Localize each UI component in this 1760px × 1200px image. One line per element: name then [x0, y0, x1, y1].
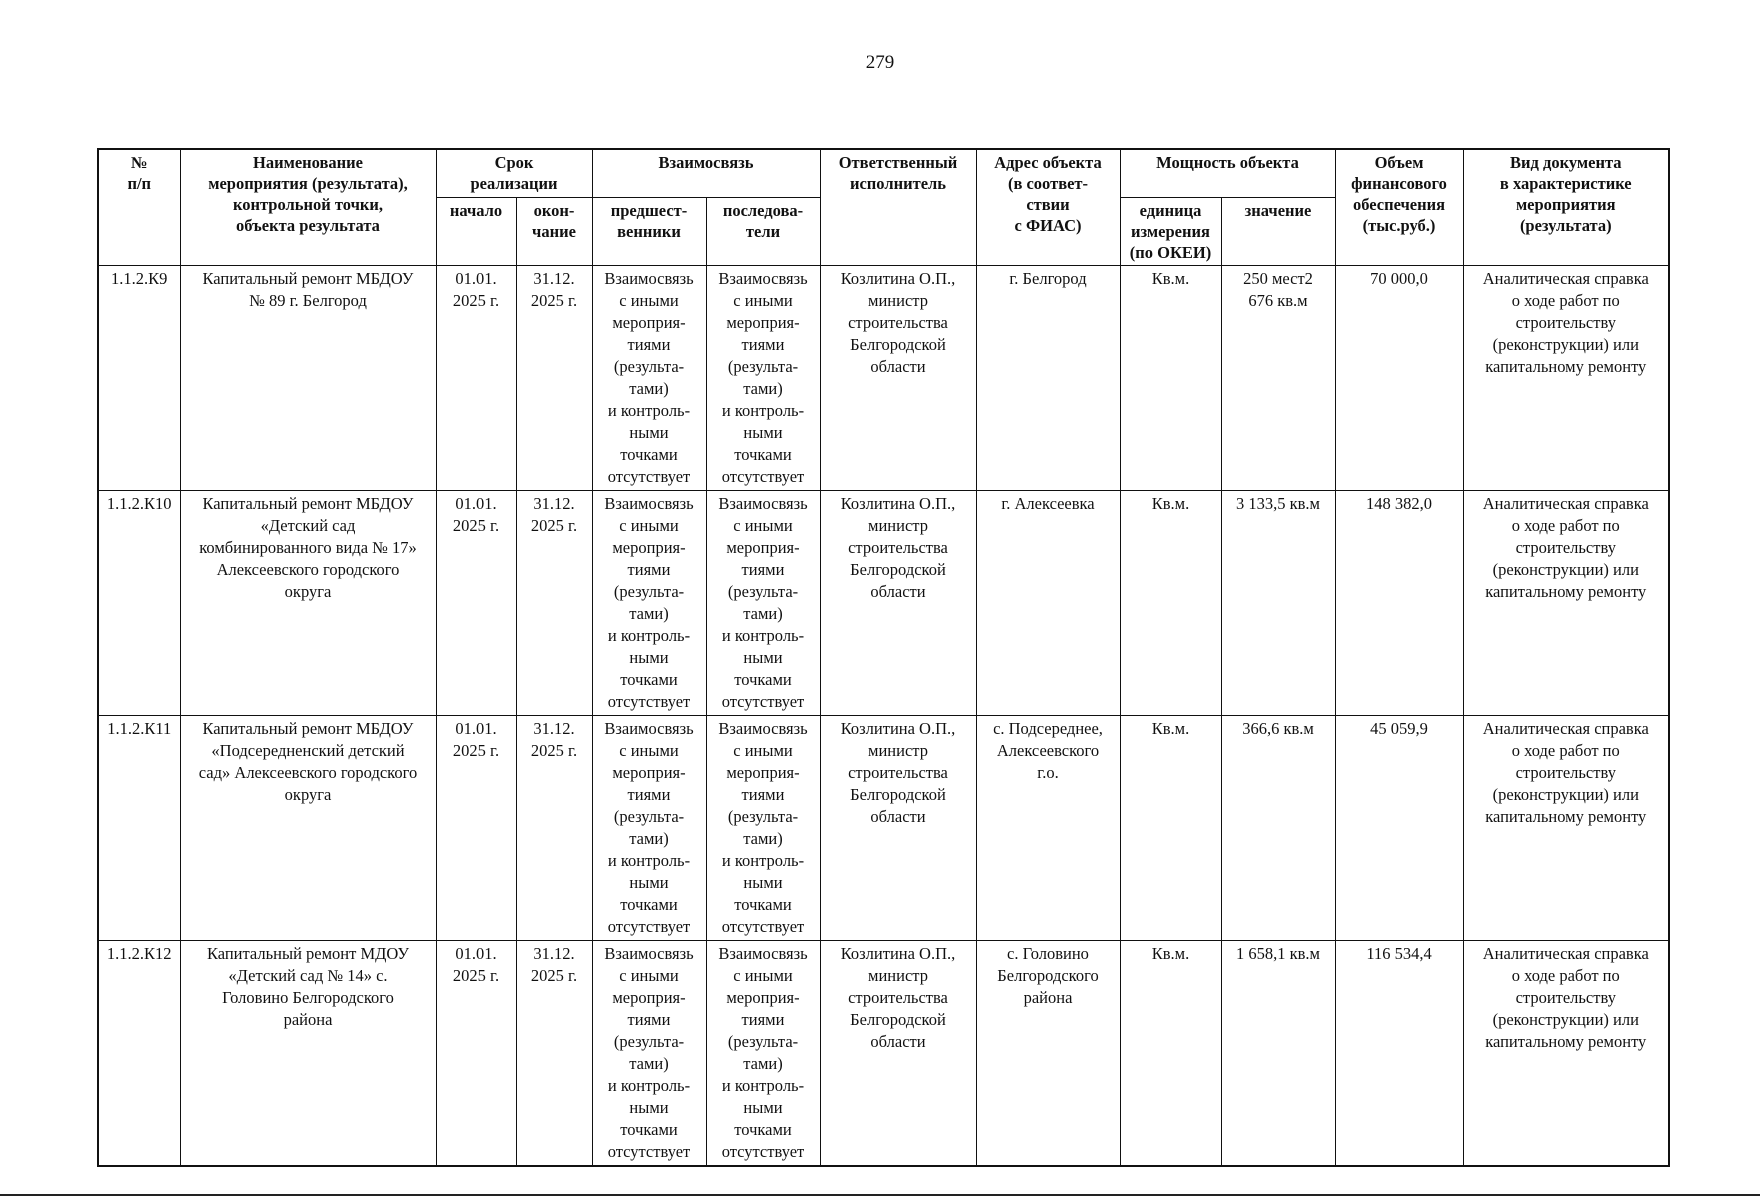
cell-value: 3 133,5 кв.м	[1221, 490, 1335, 715]
cell-end: 31.12. 2025 г.	[516, 265, 592, 490]
cell-address: г. Алексеевка	[976, 490, 1120, 715]
cell-name: Капитальный ремонт МДОУ «Детский сад № 14» с. Головино Белгородского района	[180, 940, 436, 1166]
cell-pred: Взаимосвязь с иными мероприя- тиями (результа- тами) и контроль- ными точками отсутствует	[592, 490, 706, 715]
header-capacity-value: значение	[1221, 197, 1335, 265]
cell-pred: Взаимосвязь с иными мероприя- тиями (результа- тами) и контроль- ными точками отсутствует	[592, 940, 706, 1166]
header-relation-next: последова- тели	[706, 197, 820, 265]
cell-next: Взаимосвязь с иными мероприя- тиями (результа- тами) и контроль- ными точками отсутствует	[706, 715, 820, 940]
cell-num: 1.1.2.К12	[98, 940, 180, 1166]
cell-doc: Аналитическая справка о ходе работ по строительству (реконструкции) или капитальному ремонту	[1463, 265, 1669, 490]
table-row	[98, 490, 1669, 715]
cell-doc: Аналитическая справка о ходе работ по строительству (реконструкции) или капитальному ремонту	[1463, 940, 1669, 1166]
header-name: Наименование мероприятия (результата), контрольной точки, объекта результата	[180, 149, 436, 265]
table-row	[98, 715, 1669, 940]
measures-table	[97, 148, 1670, 1167]
cell-address: г. Белгород	[976, 265, 1120, 490]
header-responsible: Ответственный исполнитель	[820, 149, 976, 265]
cell-pred: Взаимосвязь с иными мероприя- тиями (результа- тами) и контроль- ными точками отсутствует	[592, 265, 706, 490]
cell-end: 31.12. 2025 г.	[516, 715, 592, 940]
header-period-start: начало	[436, 197, 516, 265]
cell-responsible: Козлитина О.П., министр строительства Белгородской области	[820, 940, 976, 1166]
cell-end: 31.12. 2025 г.	[516, 940, 592, 1166]
cell-address: с. Головино Белгородского района	[976, 940, 1120, 1166]
page-number: 279	[865, 52, 895, 73]
cell-financing: 70 000,0	[1335, 265, 1463, 490]
header-capacity: Мощность объекта	[1120, 149, 1335, 197]
cell-financing: 148 382,0	[1335, 490, 1463, 715]
cell-name: Капитальный ремонт МБДОУ «Детский сад комбинированного вида № 17» Алексеевского городского округа	[180, 490, 436, 715]
cell-start: 01.01. 2025 г.	[436, 265, 516, 490]
header-num: № п/п	[98, 149, 180, 265]
cell-unit: Кв.м.	[1120, 940, 1221, 1166]
cell-num: 1.1.2.К10	[98, 490, 180, 715]
cell-next: Взаимосвязь с иными мероприя- тиями (результа- тами) и контроль- ными точками отсутствует	[706, 940, 820, 1166]
cell-unit: Кв.м.	[1120, 715, 1221, 940]
header-capacity-unit: единица измерения (по ОКЕИ)	[1120, 197, 1221, 265]
header-address: Адрес объекта (в соответ- ствии с ФИАС)	[976, 149, 1120, 265]
cell-name: Капитальный ремонт МБДОУ «Подсередненский детский сад» Алексеевского городского округа	[180, 715, 436, 940]
cell-doc: Аналитическая справка о ходе работ по строительству (реконструкции) или капитальному ремонту	[1463, 715, 1669, 940]
cell-unit: Кв.м.	[1120, 265, 1221, 490]
cell-financing: 45 059,9	[1335, 715, 1463, 940]
cell-financing: 116 534,4	[1335, 940, 1463, 1166]
cell-next: Взаимосвязь с иными мероприя- тиями (результа- тами) и контроль- ными точками отсутствует	[706, 265, 820, 490]
cell-name: Капитальный ремонт МБДОУ № 89 г. Белгород	[180, 265, 436, 490]
cell-responsible: Козлитина О.П., министр строительства Белгородской области	[820, 265, 976, 490]
table-row	[98, 265, 1669, 490]
header-financing: Объем финансового обеспечения (тыс.руб.)	[1335, 149, 1463, 265]
cell-value: 1 658,1 кв.м	[1221, 940, 1335, 1166]
header-relation-pred: предшест- венники	[592, 197, 706, 265]
header-relation: Взаимосвязь	[592, 149, 820, 197]
cell-end: 31.12. 2025 г.	[516, 490, 592, 715]
cell-unit: Кв.м.	[1120, 490, 1221, 715]
cell-address: с. Подсереднее, Алексеевского г.о.	[976, 715, 1120, 940]
cell-num: 1.1.2.К9	[98, 265, 180, 490]
cell-start: 01.01. 2025 г.	[436, 940, 516, 1166]
cell-num: 1.1.2.К11	[98, 715, 180, 940]
table-row	[98, 940, 1669, 1166]
cell-start: 01.01. 2025 г.	[436, 490, 516, 715]
scan-edge-line	[0, 1194, 1760, 1196]
cell-responsible: Козлитина О.П., министр строительства Белгородской области	[820, 490, 976, 715]
cell-value: 250 мест2 676 кв.м	[1221, 265, 1335, 490]
cell-value: 366,6 кв.м	[1221, 715, 1335, 940]
cell-responsible: Козлитина О.П., министр строительства Белгородской области	[820, 715, 976, 940]
cell-doc: Аналитическая справка о ходе работ по строительству (реконструкции) или капитальному ремонту	[1463, 490, 1669, 715]
header-period: Срок реализации	[436, 149, 592, 197]
header-doc-type: Вид документа в характеристике мероприятия (результата)	[1463, 149, 1669, 265]
header-period-end: окон- чание	[516, 197, 592, 265]
cell-next: Взаимосвязь с иными мероприя- тиями (результа- тами) и контроль- ными точками отсутствует	[706, 490, 820, 715]
cell-start: 01.01. 2025 г.	[436, 715, 516, 940]
cell-pred: Взаимосвязь с иными мероприя- тиями (результа- тами) и контроль- ными точками отсутствует	[592, 715, 706, 940]
